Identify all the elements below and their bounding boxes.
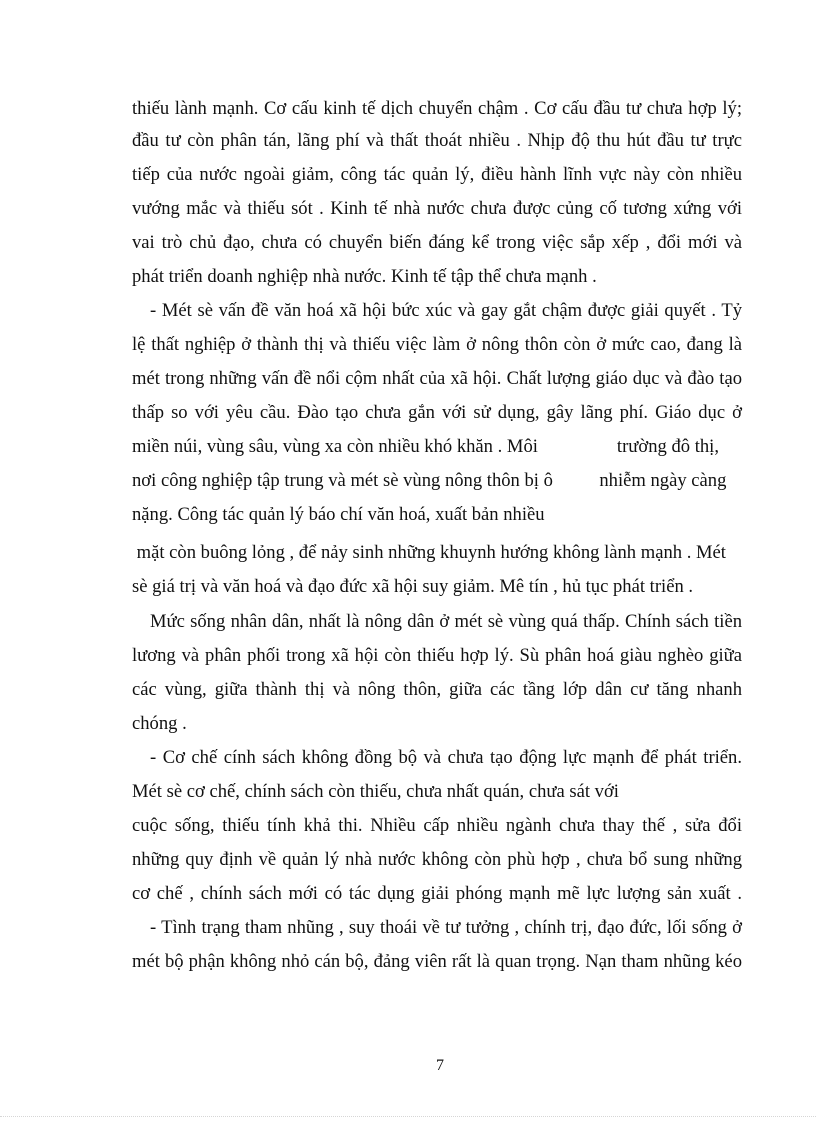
text-line: mặt còn buông lỏng , để nảy sinh những khuynh hướng không lành mạnh . Mét bbox=[132, 542, 726, 563]
text-line: các vùng, giữa thành thị và nông thôn, giữa các tầng lớp dân cư tăng nhanh bbox=[132, 679, 742, 700]
text-line: tiếp của nước ngoài giảm, công tác quản lý, điều hành lĩnh vực này còn nhiều bbox=[132, 164, 742, 185]
text-line: sè giá trị và văn hoá và đạo đức xã hội suy giảm. Mê tín , hủ tục phát triển . bbox=[132, 576, 694, 597]
text-line: đầu tư còn phân tán, lãng phí và thất thoát nhiều . Nhịp độ thu hút đầu tư trực bbox=[132, 130, 742, 151]
page-number: 7 bbox=[436, 1057, 444, 1074]
text-line: mét bộ phận không nhỏ cán bộ, đảng viên rất là quan trọng. Nạn tham nhũng kéo bbox=[132, 951, 742, 972]
text-line: Mét sè cơ chế, chính sách còn thiếu, chưa nhất quán, chưa sát với bbox=[132, 781, 619, 802]
text-line: - Tình trạng tham nhũng , suy thoái về tư tưởng , chính trị, đạo đức, lối sống ở bbox=[150, 917, 742, 938]
text-line: lệ thất nghiệp ở thành thị và thiếu việc làm ở nông thôn còn ở mức cao, đang là bbox=[132, 334, 742, 355]
text-line: lương và phân phối trong xã hội còn thiếu hợp lý. Sù phân hoá giàu nghèo giữa bbox=[132, 645, 742, 666]
text-line: miền núi, vùng sâu, vùng xa còn nhiều khó khăn . Môi trường đô thị, bbox=[132, 436, 719, 457]
text-line: nặng. Công tác quản lý báo chí văn hoá, xuất bản nhiều bbox=[132, 504, 545, 525]
text-line: thiếu lành mạnh. Cơ cấu kinh tế dịch chuyển chậm . Cơ cấu đầu tư chưa hợp lý; bbox=[132, 98, 742, 119]
text-line: thấp so với yêu cầu. Đào tạo chưa gắn với sử dụng, gây lãng phí. Giáo dục ở bbox=[132, 402, 742, 423]
text-line: cuộc sống, thiếu tính khả thi. Nhiều cấp nhiều ngành chưa thay thế , sửa đổi bbox=[132, 815, 742, 836]
text-line: - Cơ chế cính sách không đồng bộ và chưa tạo động lực mạnh để phát triển. bbox=[150, 747, 742, 768]
text-line: cơ chế , chính sách mới có tác dụng giải phóng mạnh mẽ lực lượng sản xuất . bbox=[132, 883, 742, 904]
text-line: vướng mắc và thiếu sót . Kinh tế nhà nước chưa được củng cố tương xứng với bbox=[132, 198, 742, 219]
text-line: phát triển doanh nghiệp nhà nước. Kinh tế tập thể chưa mạnh . bbox=[132, 266, 597, 287]
text-line: nơi công nghiệp tập trung và mét sè vùng nông thôn bị ô nhiễm ngày càng bbox=[132, 470, 727, 491]
text-line: những quy định về quản lý nhà nước không còn phù hợp , chưa bổ sung những bbox=[132, 849, 742, 870]
text-line: mét trong những vấn đề nổi cộm nhất của xã hội. Chất lượng giáo dục và đào tạo bbox=[132, 368, 742, 389]
text-line: chóng . bbox=[132, 713, 187, 734]
page-bottom-rule bbox=[0, 1116, 816, 1117]
text-line: - Mét sè vấn đề văn hoá xã hội bức xúc và gay gắt chậm được giải quyết . Tỷ bbox=[150, 300, 742, 321]
text-line: vai trò chủ đạo, chưa có chuyển biến đáng kể trong việc sắp xếp , đổi mới và bbox=[132, 232, 742, 253]
text-line: Mức sống nhân dân, nhất là nông dân ở mét sè vùng quá thấp. Chính sách tiền bbox=[150, 611, 742, 632]
